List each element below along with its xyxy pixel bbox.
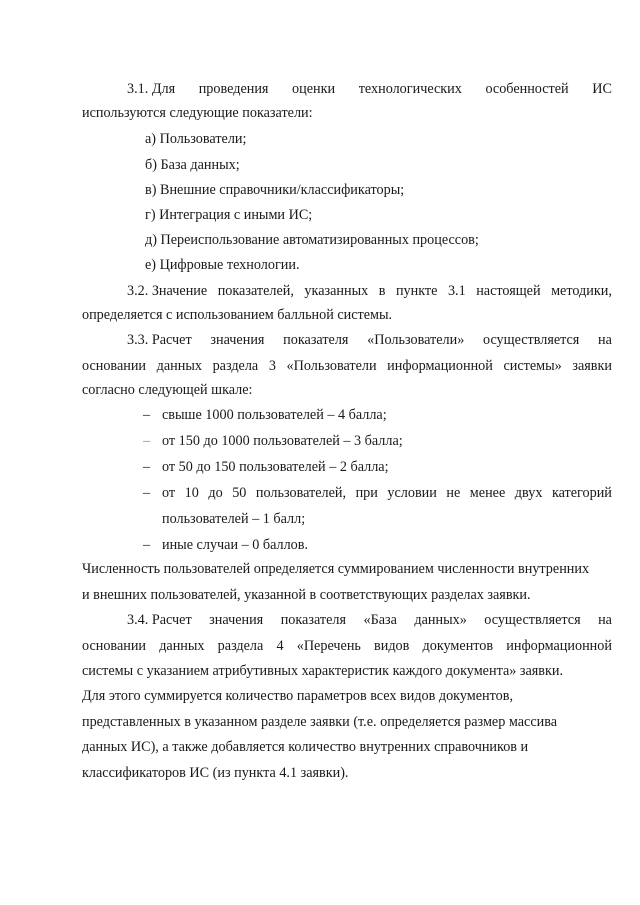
word: «Пользователи»: [367, 332, 465, 348]
word: до: [208, 485, 223, 501]
count-line-2: и внешних пользователей, указанной в соответствующих разделах заявки.: [82, 587, 531, 603]
scale-item-1: свыше 1000 пользователей – 4 балла;: [162, 407, 387, 423]
paragraph-3-4-line-1: [127, 611, 612, 629]
word: пункте: [395, 283, 438, 299]
word: 3.1. Для: [127, 81, 176, 97]
word: двух: [514, 485, 543, 501]
word: раздела: [212, 358, 259, 374]
list-text: Переиспользование автоматизированных процессов;: [160, 232, 479, 248]
word: особенностей: [485, 81, 569, 97]
dash-marker: –: [143, 407, 151, 423]
list-text: Внешние справочники/классификаторы;: [159, 182, 405, 198]
scale-item-4-line-2: пользователей – 1 балл;: [162, 511, 306, 527]
word: на: [598, 612, 612, 628]
word: документов: [422, 638, 494, 654]
word: информационной: [506, 638, 612, 654]
list-text: Интеграция с иными ИС;: [159, 207, 313, 223]
word: показателя: [283, 332, 349, 348]
word: 10: [184, 485, 199, 501]
word: «Пользователи: [286, 358, 377, 374]
word: оценки: [292, 81, 336, 97]
list-item-v: [145, 181, 404, 199]
paragraph-3-4-line-6: данных ИС), а также добавляется количество внутренних справочников и: [82, 739, 529, 755]
scale-item-2: от 150 до 1000 пользователей – 3 балла;: [162, 433, 403, 449]
word: 50: [232, 485, 247, 501]
word: значения: [209, 612, 264, 628]
word: основании: [82, 638, 147, 654]
word: менее: [469, 485, 506, 501]
scale-item-4-line-1: [162, 484, 612, 502]
list-marker: а): [145, 131, 157, 147]
word: настоящей: [476, 283, 541, 299]
word: раздела: [217, 638, 264, 654]
word: при: [355, 485, 378, 501]
word: пользователей,: [255, 485, 347, 501]
dash-marker: –: [143, 433, 151, 449]
list-marker: б): [145, 157, 157, 173]
word: основании: [82, 358, 147, 374]
list-text: Цифровые технологии.: [159, 257, 300, 273]
word: данных: [159, 638, 205, 654]
word: технологических: [358, 81, 462, 97]
scale-item-5: иные случаи – 0 баллов.: [162, 537, 309, 553]
paragraph-3-4-line-2: [82, 637, 612, 655]
word: данных»: [414, 612, 467, 628]
word: 3.4. Расчет: [127, 612, 192, 628]
list-item-g: [145, 206, 312, 224]
word: заявки: [572, 358, 612, 374]
word: ИС: [592, 81, 612, 97]
paragraph-3-3-line-1: [127, 331, 612, 349]
scale-item-3: от 50 до 150 пользователей – 2 балла;: [162, 459, 389, 475]
paragraph-3-2-line-1: [127, 282, 612, 300]
paragraph-3-4-line-4: Для этого суммируется количество параметров всех видов документов,: [82, 688, 514, 704]
word: «Перечень: [296, 638, 361, 654]
paragraph-3-4-line-3: системы с указанием атрибутивных характеристик каждого документа» заявки.: [82, 663, 564, 679]
paragraph-3-1-line-1: [127, 80, 612, 98]
word: условии: [387, 485, 437, 501]
word: в: [378, 283, 386, 299]
word: «База: [363, 612, 397, 628]
list-marker: в): [145, 182, 157, 198]
word: не: [446, 485, 461, 501]
list-item-b: [145, 156, 240, 174]
list-text: База данных;: [160, 157, 240, 173]
word: информационной: [387, 358, 493, 374]
list-marker: е): [145, 257, 157, 273]
word: значения: [210, 332, 265, 348]
word: методики,: [551, 283, 612, 299]
list-text: Пользователи;: [159, 131, 247, 147]
dash-marker: –: [143, 459, 151, 475]
paragraph-3-3-line-2: [82, 357, 612, 375]
list-item-e: [145, 256, 300, 274]
word: системы»: [503, 358, 562, 374]
word: проведения: [198, 81, 269, 97]
dash-marker: –: [143, 537, 151, 553]
word: показателей,: [217, 283, 294, 299]
word: указанных: [304, 283, 369, 299]
count-line-1: Численность пользователей определяется суммированием численности внутренних: [82, 561, 590, 577]
list-item-d: [145, 231, 479, 249]
word: 3.1: [447, 283, 466, 299]
word: видов: [374, 638, 410, 654]
word: 3.3. Расчет: [127, 332, 192, 348]
list-marker: д): [145, 232, 157, 248]
word: на: [598, 332, 612, 348]
word: категорий: [551, 485, 612, 501]
list-item-a: [145, 130, 246, 148]
word: осуществляется: [484, 612, 581, 628]
list-marker: г): [145, 207, 156, 223]
word: осуществляется: [483, 332, 580, 348]
paragraph-3-2-line-2: определяется с использованием балльной системы.: [82, 307, 393, 323]
dash-marker: –: [143, 485, 151, 501]
paragraph-3-1-line-2: используются следующие показатели:: [82, 105, 313, 121]
word: от: [162, 485, 176, 501]
word: показателя: [280, 612, 346, 628]
word: 3.2. Значение: [127, 283, 208, 299]
word: 3: [268, 358, 276, 374]
word: данных: [156, 358, 202, 374]
paragraph-3-4-line-5: представленных в указанном разделе заявки (т.е. определяется размер массива: [82, 714, 558, 730]
paragraph-3-3-line-3: согласно следующей шкале:: [82, 382, 253, 398]
paragraph-3-4-line-7: классификаторов ИС (из пункта 4.1 заявки).: [82, 765, 349, 781]
word: 4: [276, 638, 284, 654]
